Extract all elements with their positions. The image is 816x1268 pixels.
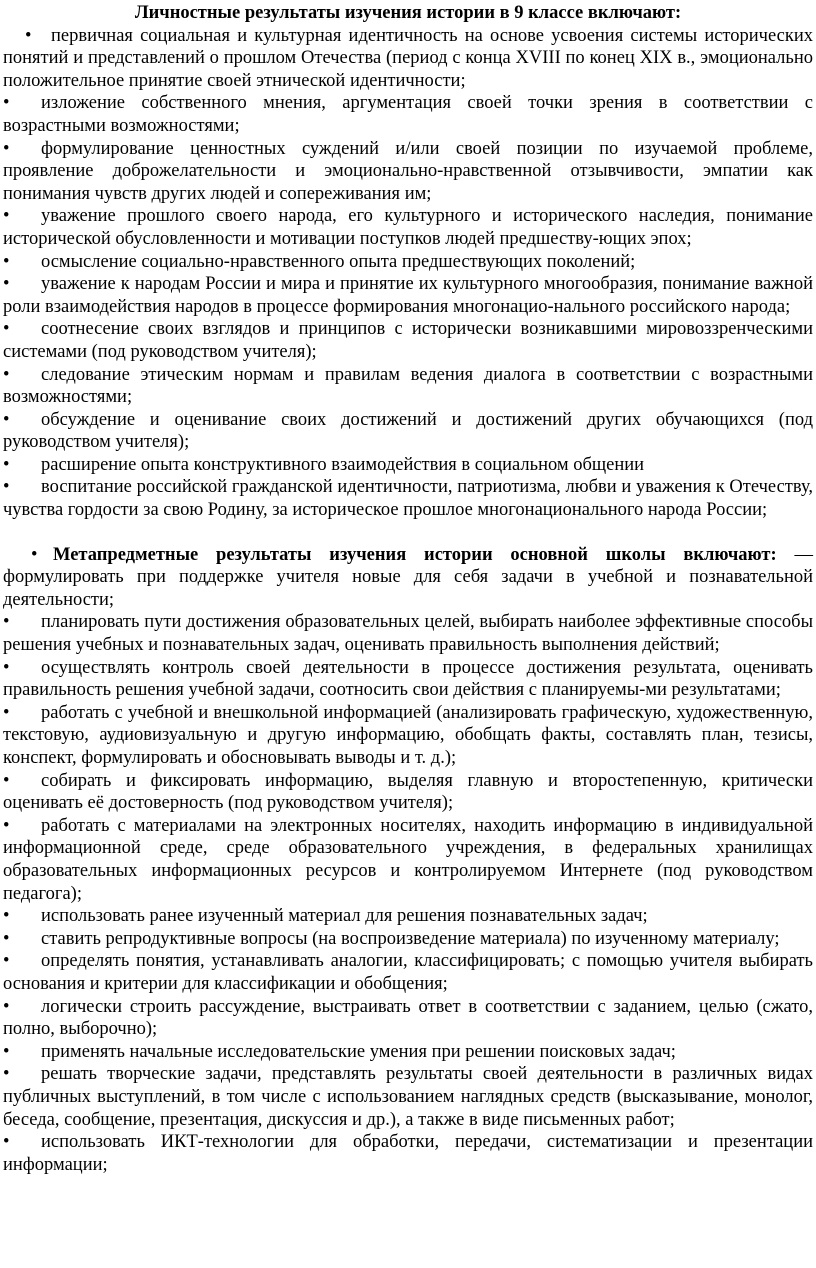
list-item bbox=[3, 205, 813, 250]
list-item-text: уважение к народам России и мира и принятие их культурного многообразия, понимание важной роли взаимодействия народов в процессе формирования многонацио-нального российского народа; bbox=[3, 274, 813, 317]
bullet-icon: • bbox=[3, 1064, 10, 1085]
list-item-text: уважение прошлого своего народа, его культурного и исторического наследия, понимание исторической обусловленности и мотивации поступков людей предшеству-ющих эпох; bbox=[3, 206, 813, 249]
bullet-icon: • bbox=[3, 454, 10, 475]
section-spacer bbox=[3, 522, 813, 544]
list-item bbox=[3, 702, 813, 770]
list-item bbox=[3, 905, 813, 928]
list-item-text: применять начальные исследовательские умения при решении поисковых задач; bbox=[41, 1041, 676, 1062]
bullet-icon: • bbox=[3, 274, 10, 295]
list-item-text: использовать ИКТ-технологии для обработки, передачи, систематизации и презентации информации; bbox=[3, 1132, 813, 1175]
bullet-icon: • bbox=[31, 544, 38, 565]
meta-results-title bbox=[3, 544, 813, 612]
list-item-text: собирать и фиксировать информацию, выделяя главную и второстепенную, критически оценивать её достоверность (под руководством учителя); bbox=[3, 770, 813, 814]
list-item-text: соотнесение своих взглядов и принципов с исторически возникавшими мировоззренческими системами (под руководством учителя); bbox=[3, 319, 813, 362]
list-item-text: ставить репродуктивные вопросы (на воспроизведение материала) по изученному материалу; bbox=[41, 928, 780, 949]
list-item bbox=[3, 1063, 813, 1131]
bullet-icon: • bbox=[3, 815, 10, 836]
list-item bbox=[3, 273, 813, 318]
bullet-icon: • bbox=[3, 206, 10, 227]
meta-results-heading: Метапредметные результаты изучения истории основной школы включают: bbox=[53, 544, 777, 565]
list-item bbox=[3, 138, 813, 206]
meta-results-list bbox=[3, 611, 813, 1176]
bullet-icon: • bbox=[3, 996, 10, 1017]
list-item-text: изложение собственного мнения, аргументация своей точки зрения в соответствии с возрастными возможностями; bbox=[3, 93, 813, 136]
bullet-icon: • bbox=[3, 319, 10, 340]
bullet-icon: • bbox=[3, 928, 10, 949]
list-item bbox=[3, 25, 813, 93]
list-item-text: работать с материалами на электронных носителях, находить информацию в индивидуальной информационной среде, среде образовательного учреждения, в федеральных хранилищах образовательных информационных ресурсов и контролируемом Интернете (под руководством педагога); bbox=[3, 815, 813, 904]
list-item bbox=[3, 611, 813, 656]
list-item bbox=[3, 409, 813, 454]
bullet-icon: • bbox=[3, 657, 10, 678]
list-item bbox=[3, 657, 813, 702]
list-item bbox=[3, 996, 813, 1041]
bullet-icon: • bbox=[3, 364, 10, 385]
list-item bbox=[3, 770, 813, 815]
list-item-text: логически строить рассуждение, выстраивать ответ в соответствии с заданием, целью (сжато, полно, выборочно); bbox=[3, 996, 813, 1040]
bullet-icon: • bbox=[3, 138, 10, 159]
bullet-icon: • bbox=[3, 702, 10, 723]
meta-results-first-item: — формулировать при поддержке учителя новые для себя задачи в учебной и познавательной деятельности; bbox=[3, 544, 814, 610]
list-item bbox=[3, 815, 813, 905]
list-item bbox=[3, 928, 813, 951]
document-page bbox=[3, 2, 813, 1176]
bullet-icon: • bbox=[25, 25, 32, 46]
list-item-text: осмысление социально-нравственного опыта предшествующих поколений; bbox=[41, 251, 636, 272]
list-item-text: работать с учебной и внешкольной информацией (анализировать графическую, художественную, текстовую, аудиовизуальную и другую информацию, обобщать факты, составлять план, тезисы, конспект, формулировать и обосновывать выводы и т. д.); bbox=[3, 702, 813, 768]
list-item-text: первичная социальная и культурная идентичность на основе усвоения системы исторических понятий и представлений о прошлом Отечества (период с конца XVIII по конец XIX в., эмоционально положительное принятие своей этнической идентичности; bbox=[3, 25, 813, 91]
list-item bbox=[3, 251, 813, 274]
bullet-icon: • bbox=[3, 93, 10, 114]
list-item bbox=[3, 92, 813, 137]
bullet-icon: • bbox=[3, 906, 10, 927]
personal-results-list bbox=[3, 25, 813, 522]
list-item bbox=[3, 950, 813, 995]
bullet-icon: • bbox=[3, 612, 10, 633]
list-item-text: использовать ранее изученный материал для решения познавательных задач; bbox=[41, 906, 648, 927]
bullet-icon: • bbox=[3, 1132, 10, 1153]
bullet-icon: • bbox=[3, 770, 10, 791]
list-item bbox=[3, 318, 813, 363]
bullet-icon: • bbox=[3, 409, 10, 430]
list-item-text: определять понятия, устанавливать аналогии, классифицировать; с помощью учителя выбирать основания и критерии для классификации и обобщения; bbox=[3, 951, 813, 994]
list-item-text: расширение опыта конструктивного взаимодействия в социальном общении bbox=[41, 454, 645, 475]
list-item bbox=[3, 476, 813, 521]
list-item bbox=[3, 1131, 813, 1176]
personal-results-title: Личностные результаты изучения истории в 9 классе включают: bbox=[134, 3, 682, 23]
list-item bbox=[3, 364, 813, 409]
list-item-text: осуществлять контроль своей деятельности в процессе достижения результата, оценивать правильность решения учебной задачи, соотносить свои действия с планируемы-ми результатами; bbox=[3, 657, 813, 701]
bullet-icon: • bbox=[3, 477, 10, 498]
bullet-icon: • bbox=[3, 251, 10, 272]
bullet-icon: • bbox=[3, 951, 10, 972]
list-item bbox=[3, 454, 813, 477]
list-item-text: формулирование ценностных суждений и/или своей позиции по изучаемой проблеме, проявление доброжелательности и эмоционально-нравственной отзывчивости, эмпатии как понимания чувств других людей и сопереживания им; bbox=[3, 138, 813, 204]
list-item-text: планировать пути достижения образовательных целей, выбирать наиболее эффективные способы решения учебных и познавательных задач, оценивать правильность выполнения действий; bbox=[3, 612, 813, 656]
list-item-text: следование этическим нормам и правилам ведения диалога в соответствии с возрастными возможностями; bbox=[3, 364, 813, 408]
list-item-text: обсуждение и оценивание своих достижений и достижений других обучающихся (под руководством учителя); bbox=[3, 409, 813, 453]
list-item-text: воспитание российской гражданской идентичности, патриотизма, любви и уважения к Отечеству, чувства гордости за свою Родину, за историческое прошлое многонационального народа России; bbox=[3, 477, 813, 521]
list-item bbox=[3, 1041, 813, 1064]
list-item-text: решать творческие задачи, представлять результаты своей деятельности в различных видах публичных выступлений, в том числе с использованием наглядных средств (высказывание, монолог, беседа, сообщение, презентация, дискуссия и др.), а также в виде письменных работ; bbox=[3, 1064, 813, 1130]
bullet-icon: • bbox=[3, 1041, 10, 1062]
